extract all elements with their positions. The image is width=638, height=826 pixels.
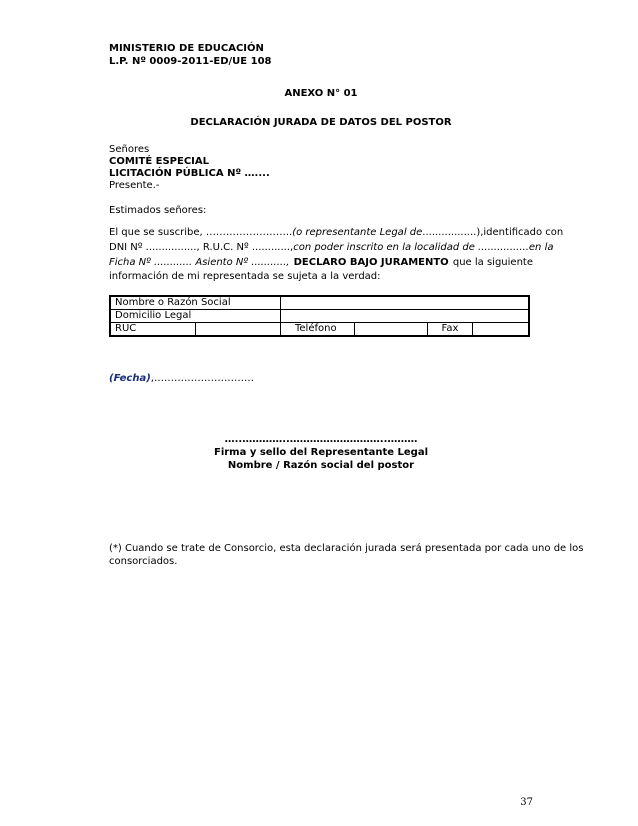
body-text: identificado con [483, 227, 564, 238]
table-row [110, 323, 529, 337]
footnote-text: (*) Cuando se trate de Consorcio, esta declaración jurada será presentada por cada uno de los [109, 543, 584, 554]
addressee-greeting: Señores [109, 144, 150, 155]
body-text: El que se suscribe, …………………….. [109, 227, 293, 238]
postor-data-table [109, 295, 530, 337]
table-row [110, 310, 529, 323]
lp-number: L.P. Nº 0009-2011-ED/UE 108 [109, 56, 272, 67]
body-text: .................), [422, 227, 484, 238]
table-cell-label: Fax [428, 323, 473, 337]
table-cell-label: RUC [110, 323, 196, 337]
body-text-italic: con poder inscrito en la localidad de ................ [293, 242, 529, 253]
ministry-header: MINISTERIO DE EDUCACIÓN [109, 43, 264, 54]
body-text-bold: DECLARO BAJO JURAMENTO [293, 257, 449, 268]
table-cell-blank [473, 323, 530, 337]
body-line-3 [109, 256, 533, 269]
table-row [110, 296, 529, 310]
body-text-italic: Ficha Nº ............ Asiento Nº ..........., [109, 257, 290, 268]
table-cell-blank [355, 323, 428, 337]
body-text: que la siguiente [452, 257, 533, 268]
table-cell-blank [196, 323, 281, 337]
signature-label-1: Firma y sello del Representante Legal [213, 447, 429, 458]
addressee-present: Presente.- [109, 180, 160, 191]
page-number: 37 [520, 797, 533, 808]
body-line-1 [109, 226, 564, 239]
addressee-tender: LICITACIÓN PÚBLICA Nº ….... [109, 168, 270, 179]
body-line-4: información de mi representada se sujeta a la verdad: [109, 271, 381, 282]
document-title: DECLARACIÓN JURADA DE DATOS DEL POSTOR [190, 117, 452, 128]
date-blank: ,………………………… [150, 373, 254, 384]
annex-title: ANEXO N° 01 [284, 88, 358, 99]
body-text-italic: en la [528, 242, 554, 253]
salutation: Estimados señores: [109, 205, 207, 216]
table-cell-blank [281, 296, 530, 310]
body-text: DNI Nº ................, R.U.C. Nº ............, [109, 242, 294, 253]
table-cell-label: Domicilio Legal [110, 310, 281, 323]
body-text-italic: (o representante Legal de [292, 227, 423, 238]
footnote-line-2: consorciados. [109, 556, 178, 567]
table-cell-blank [281, 310, 530, 323]
body-line-2 [109, 241, 554, 254]
date-label: (Fecha) [109, 373, 151, 384]
addressee-committee: COMITÉ ESPECIAL [109, 156, 210, 167]
table-cell-label: Teléfono [281, 323, 355, 337]
date-line [109, 372, 533, 385]
signature-label-2: Nombre / Razón social del postor [227, 460, 415, 471]
signature-line: …..…………..………………………..……… [224, 434, 418, 445]
table-cell-label: Nombre o Razón Social [110, 296, 281, 310]
footnote-line-1 [109, 542, 584, 555]
